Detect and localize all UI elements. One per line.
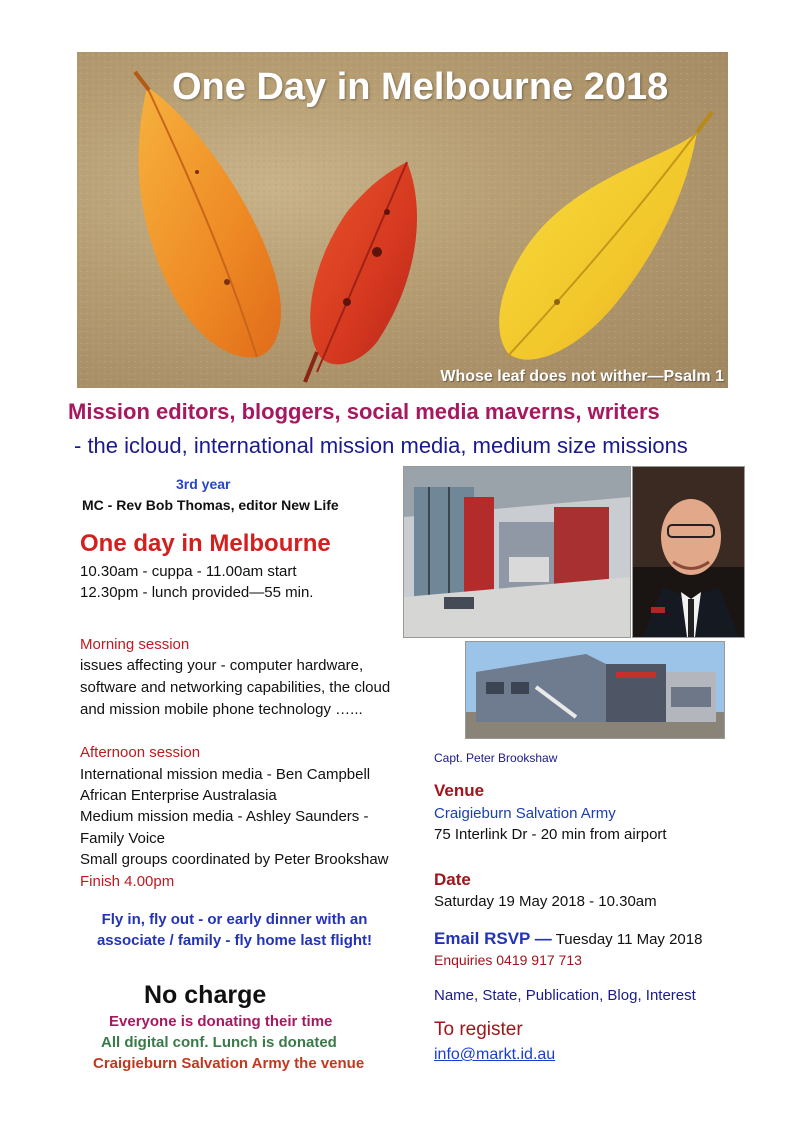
enquiries-phone: Enquiries 0419 917 713 [434,952,582,968]
afternoon-line: International mission media - Ben Campbell [80,766,371,783]
fly-in-note: Fly in, fly out - or early dinner with an associate / family - fly home last flight! [96,911,373,949]
subheadline: - the icloud, international mission media, medium size missions [74,433,688,458]
afternoon-line: Family Voice [80,830,166,847]
venue-exterior-photo [465,641,725,739]
donation-line: Craigieburn Salvation Army the venue [93,1055,365,1072]
rsvp-date: Tuesday 11 May 2018 [551,931,703,948]
donation-line: All digital conf. Lunch is donated [101,1034,337,1051]
venue-name: Craigieburn Salvation Army [434,805,616,822]
afternoon-line: Medium mission media - Ashley Saunders - [80,808,369,825]
register-email-link[interactable]: info@markt.id.au [434,1046,556,1063]
morning-session-label: Morning session [80,636,190,653]
venue-label: Venue [434,781,485,800]
morning-line: software and networking capabilities, the cloud [80,679,391,696]
date-value: Saturday 19 May 2018 - 10.30am [434,893,657,910]
donation-line: Everyone is donating their time [109,1013,333,1030]
hero-caption: Whose leaf does not wither—Psalm 1 [440,368,724,385]
event-title: One day in Melbourne [80,530,331,557]
register-label: To register [434,1019,523,1040]
afternoon-line: Small groups coordinated by Peter Brookshaw [80,851,389,868]
mc-line: MC - Rev Bob Thomas, editor New Life [82,497,339,513]
schedule-line: 12.30pm - lunch provided—55 min. [80,584,314,601]
rsvp-label: Email RSVP — [434,929,552,948]
year-label: 3rd year [176,476,231,492]
venue-address: 75 Interlink Dr - 20 min from airport [434,826,667,843]
afternoon-line: African Enterprise Australasia [80,787,277,804]
date-label: Date [434,870,471,889]
poster-title: One Day in Melbourne 2018 [172,66,669,108]
rsvp-line [434,929,702,949]
photo-caption: Capt. Peter Brookshaw [434,751,558,765]
hero-image [77,52,728,388]
morning-line: issues affecting your - computer hardware, [80,657,364,674]
morning-line: and mission mobile phone technology …... [80,701,363,718]
registration-fields: Name, State, Publication, Blog, Interest [434,987,696,1004]
venue-interior-photo [403,466,631,638]
afternoon-session-label: Afternoon session [80,744,201,761]
no-charge-heading: No charge [144,981,267,1009]
schedule-line: 10.30am - cuppa - 11.00am start [80,563,297,580]
portrait-photo [632,466,745,638]
headline: Mission editors, bloggers, social media maverns, writers [68,399,660,424]
finish-time: Finish 4.00pm [80,873,175,890]
